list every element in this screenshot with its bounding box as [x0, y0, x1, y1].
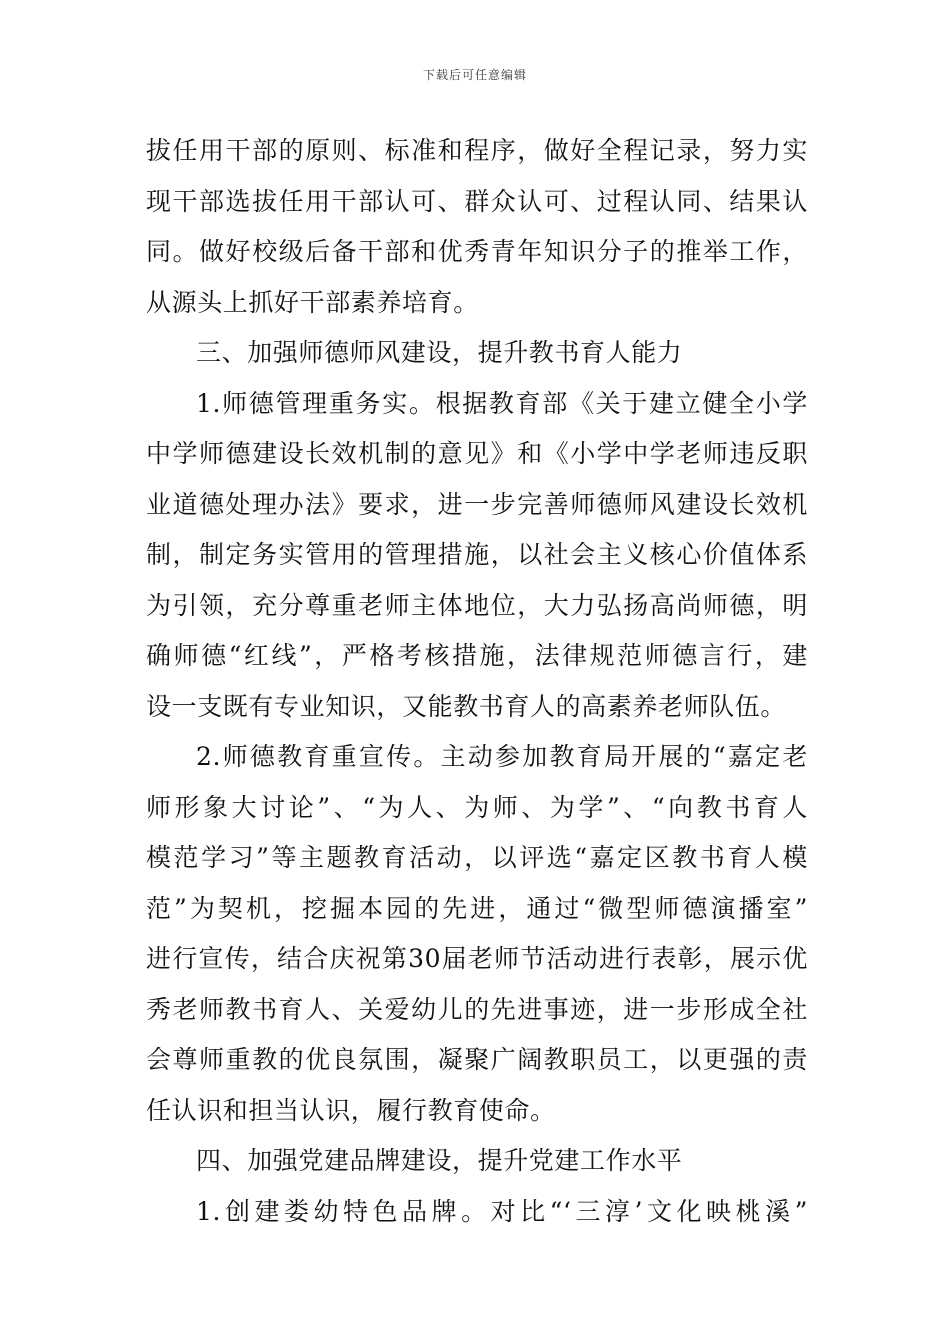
section-heading: 四、加强党建品牌建设，提升党建工作水平 [196, 1146, 683, 1175]
text-line: 为引领，充分尊重老师主体地位，大力弘扬高尚师德，明 [146, 590, 808, 620]
text-line: 1.师德管理重务实。根据教育部《关于建立健全小学 [196, 388, 808, 418]
text-line: 会尊师重教的优良氛围，凝聚广阔教职员工，以更强的责 [146, 1045, 808, 1074]
text-line: 同。做好校级后备干部和优秀青年知识分子的推举工作， [146, 237, 808, 266]
page-header-note: 下载后可任意编辑 [422, 68, 527, 82]
text-line: 模范学习”等主题教育活动，以评选“嘉定区教书育人模 [146, 843, 808, 872]
section-heading: 三、加强师德师风建设，提升教书育人能力 [196, 338, 683, 367]
text-line: 制，制定务实管用的管理措施，以社会主义核心价值体系 [146, 540, 808, 569]
text-line: 范”为契机，挖掘本园的先进，通过“微型师德演播室” [146, 893, 808, 923]
text-line: 2.师德教育重宣传。主动参加教育局开展的“嘉定老 [196, 742, 808, 771]
text-line: 1.创建娄幼特色品牌。对比“‘三淳’文化映桃溪” [196, 1196, 808, 1226]
text-line: 中学师德建设长效机制的意见》和《小学中学老师违反职 [146, 439, 808, 468]
text-line: 从源头上抓好干部素养培育。 [146, 287, 479, 317]
text-line: 拔任用干部的原则、标准和程序，做好全程记录，努力实 [146, 136, 808, 165]
text-line: 业道德处理办法》要求，进一步完善师德师风建设长效机 [146, 489, 808, 519]
text-line: 任认识和担当认识，履行教育使命。 [146, 1095, 556, 1125]
text-line: 确师德“红线”，严格考核措施，法律规范师德言行，建 [146, 641, 808, 670]
text-line: 师形象大讨论”、“为人、为师、为学”、“向教书育人 [146, 792, 808, 822]
document-body [146, 126, 808, 1237]
text-line: 现干部选拔任用干部认可、群众认可、过程认同、结果认 [146, 186, 808, 216]
text-line: 进行宣传，结合庆祝第30届老师节活动进行表彰，展示优 [146, 944, 808, 973]
text-line: 秀老师教书育人、关爱幼儿的先进事迹，进一步形成全社 [146, 994, 808, 1024]
text-line: 设一支既有专业知识，又能教书育人的高素养老师队伍。 [146, 691, 787, 721]
